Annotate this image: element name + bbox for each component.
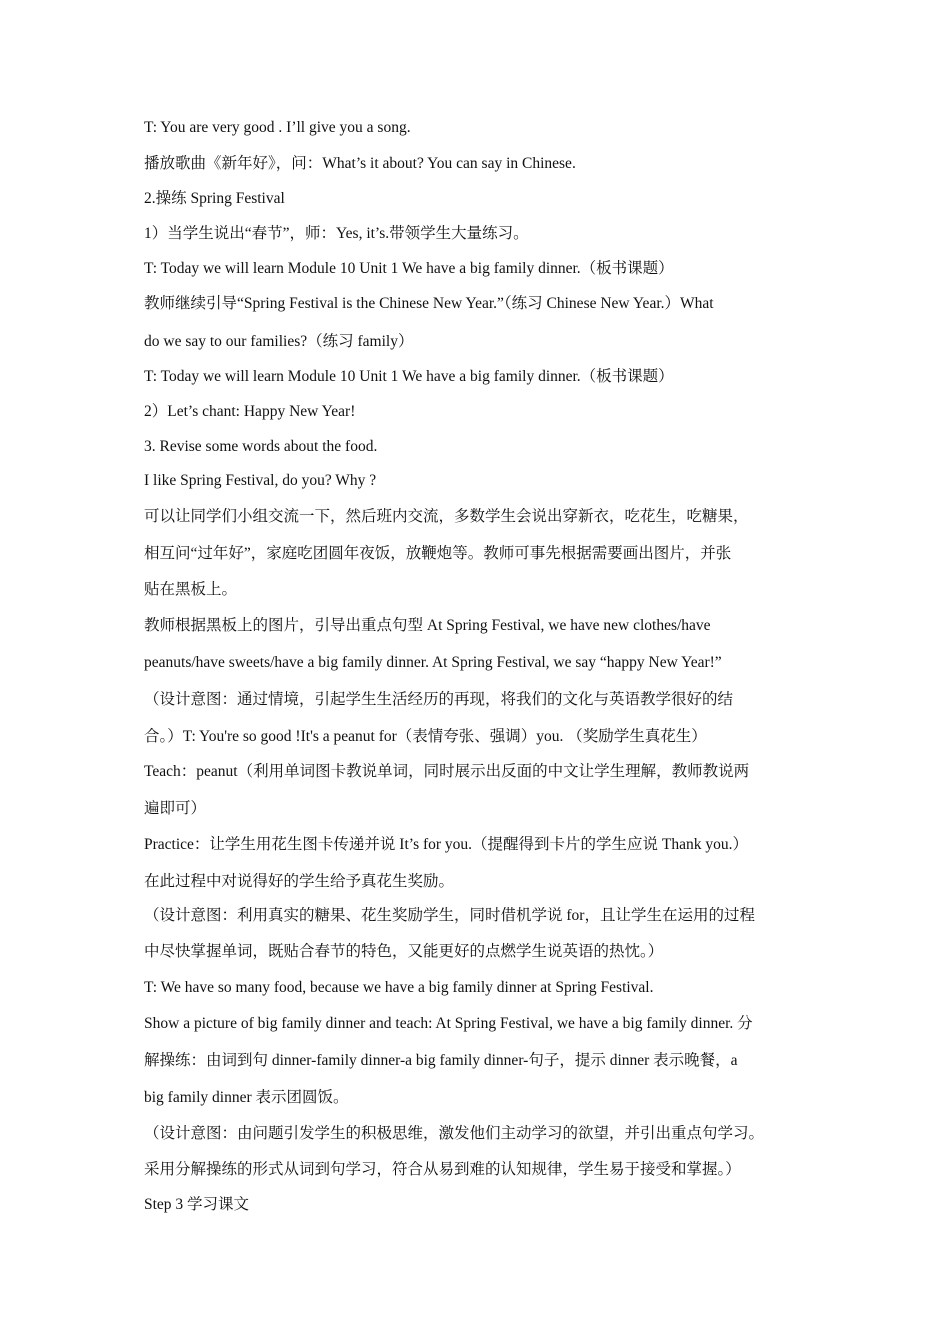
text-line: 贴在黑板上。	[144, 581, 238, 598]
text-line: 3. Revise some words about the food.	[144, 438, 378, 455]
text-line: T: You are very good . I’ll give you a song.	[144, 119, 411, 136]
text-line: （设计意图：通过情境，引起学生生活经历的再现，将我们的文化与英语教学很好的结	[144, 691, 734, 708]
text-line: Teach：peanut（利用单词图卡教说单词，同时展示出反面的中文让学生理解，教师教说两	[144, 763, 750, 780]
text-line: Show a picture of big family dinner and teach: At Spring Festival, we have a big family dinner. 分	[144, 1015, 753, 1032]
text-line: T: Today we will learn Module 10 Unit 1 We have a big family dinner.（板书课题）	[144, 260, 674, 277]
text-line: Step 3 学习课文	[144, 1196, 250, 1213]
text-line: peanuts/have sweets/have a big family dinner. At Spring Festival, we say “happy New Year!”	[144, 654, 722, 671]
text-line: 在此过程中对说得好的学生给予真花生奖励。	[144, 873, 455, 890]
text-line: （设计意图：利用真实的糖果、花生奖励学生，同时借机学说 for，且让学生在运用的过程	[144, 907, 755, 924]
text-line: 采用分解操练的形式从词到句学习，符合从易到难的认知规律，学生易于接受和掌握。）	[144, 1161, 741, 1178]
text-line: big family dinner 表示团圆饭。	[144, 1089, 349, 1106]
text-line: T: We have so many food, because we have a big family dinner at Spring Festival.	[144, 979, 654, 996]
text-line: 可以让同学们小组交流一下，然后班内交流，多数学生会说出穿新衣，吃花生，吃糖果，	[144, 508, 749, 525]
text-line: I like Spring Festival, do you? Why ?	[144, 472, 377, 489]
text-line: 教师根据黑板上的图片，引导出重点句型 At Spring Festival, we have new clothes/have	[144, 617, 711, 634]
text-line: 解操练：由词到句 dinner-family dinner-a big family dinner-句子，提示 dinner 表示晚餐，a	[144, 1052, 738, 1069]
text-line: 相互问“过年好”，家庭吃团圆年夜饭，放鞭炮等。教师可事先根据需要画出图片，并张	[144, 545, 732, 562]
text-line: 遍即可）	[144, 800, 207, 817]
text-line: T: Today we will learn Module 10 Unit 1 We have a big family dinner.（板书课题）	[144, 368, 674, 385]
text-line: do we say to our families?（练习 family）	[144, 333, 414, 350]
text-line: Practice：让学生用花生图卡传递并说 It’s for you.（提醒得到卡片的学生应说 Thank you.）	[144, 836, 749, 853]
text-line: 合。）T: You're so good !It's a peanut for（表情夸张、强调）you. （奖励学生真花生）	[144, 728, 707, 745]
text-line: 2.操练 Spring Festival	[144, 190, 285, 207]
text-line: 播放歌曲《新年好》，问：What’s it about? You can say in Chinese.	[144, 155, 576, 172]
text-line: 教师继续引导“Spring Festival is the Chinese New Year.”（练习 Chinese New Year.）What	[144, 295, 714, 312]
text-line: 中尽快掌握单词，既贴合春节的特色，又能更好的点燃学生说英语的热忱。）	[144, 943, 664, 960]
text-line: 1）当学生说出“春节”，师：Yes, it’s.带领学生大量练习。	[144, 225, 529, 242]
text-line: （设计意图：由问题引发学生的积极思维，激发他们主动学习的欲望，并引出重点句学习。	[144, 1125, 765, 1142]
text-line: 2）Let’s chant: Happy New Year!	[144, 403, 356, 420]
